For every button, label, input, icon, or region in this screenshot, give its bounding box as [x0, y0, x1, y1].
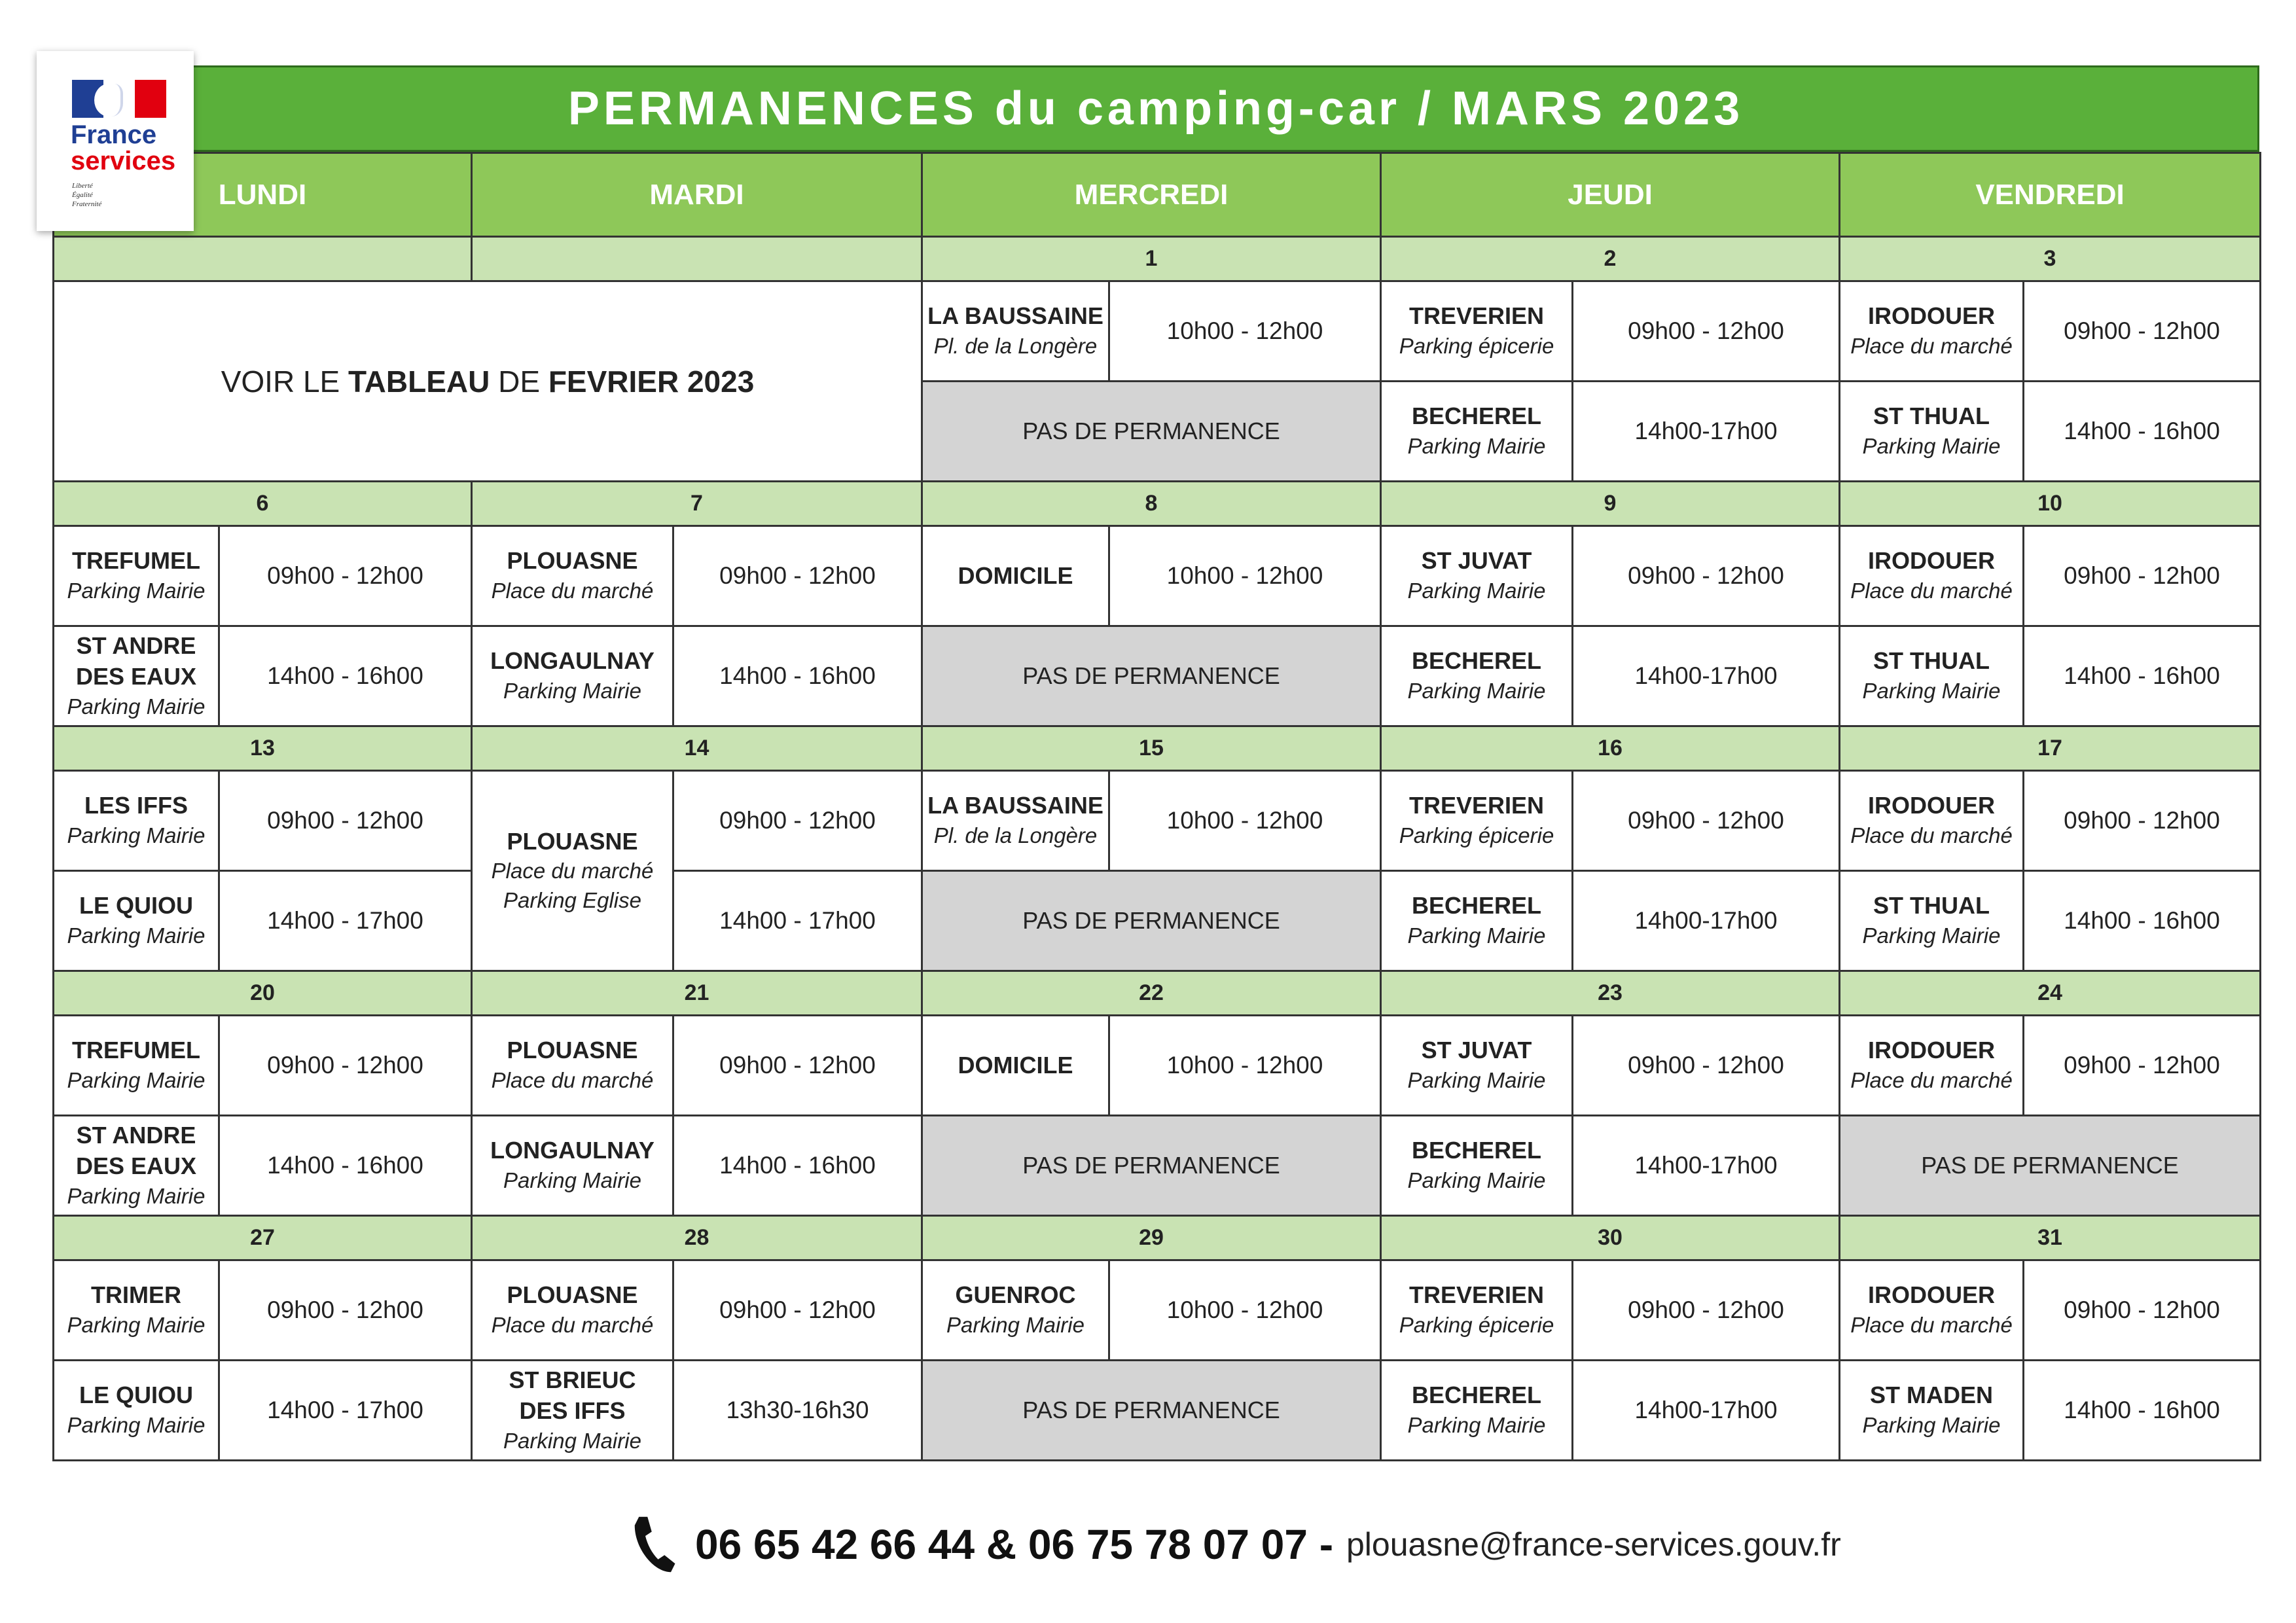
location-cell — [922, 1260, 1109, 1361]
time-cell: 14h00 - 17h00 — [673, 871, 922, 971]
location-detail: Place du marché — [1850, 1313, 2013, 1338]
location-detail: Place du marché — [491, 579, 654, 603]
time-cell: 09h00 - 12h00 — [1573, 281, 1840, 382]
time-cell: 14h00-17h00 — [1573, 871, 1840, 971]
time-cell: 09h00 - 12h00 — [673, 526, 922, 626]
location-name: ST ANDRE — [76, 632, 196, 659]
location-detail: Parking Mairie — [1407, 923, 1546, 948]
location-cell — [54, 771, 219, 871]
date-row — [54, 237, 2261, 281]
location-detail: Parking épicerie — [1399, 1313, 1554, 1338]
location-name: LA BAUSSAINE — [927, 302, 1103, 330]
location-detail: Pl. de la Longère — [933, 823, 1098, 848]
location-name: BECHEREL — [1412, 1382, 1542, 1409]
location-cell — [472, 526, 673, 626]
no-permanence-cell: PAS DE PERMANENCE — [922, 626, 1381, 726]
location-detail: Place du marché — [491, 1313, 654, 1338]
location-name: PLOUASNE — [507, 1281, 638, 1309]
location-name: LONGAULNAY — [490, 1137, 655, 1164]
location-detail: Parking épicerie — [1399, 334, 1554, 359]
time-cell: 14h00-17h00 — [1573, 382, 1840, 482]
no-permanence-cell: PAS DE PERMANENCE — [922, 1116, 1381, 1216]
location-cell — [1381, 382, 1573, 482]
location-cell — [54, 871, 219, 971]
day-header-mercredi: MERCREDI — [922, 153, 1381, 237]
date-cell: 7 — [472, 482, 922, 526]
note-fragment: FEVRIER 2023 — [548, 364, 755, 399]
location-detail: Parking Mairie — [1862, 434, 2001, 459]
note-fragment: VOIR LE — [221, 364, 348, 399]
date-cell: 22 — [922, 971, 1381, 1016]
no-permanence-cell: PAS DE PERMANENCE — [922, 871, 1381, 971]
afternoon-row — [54, 1116, 2261, 1216]
location-name: LA BAUSSAINE — [927, 792, 1103, 819]
date-cell: 30 — [1381, 1216, 1840, 1260]
time-cell: 14h00 - 17h00 — [219, 1361, 472, 1461]
time-cell: 10h00 - 12h00 — [1109, 771, 1381, 871]
date-cell: 6 — [54, 482, 472, 526]
location-detail: Place du marché — [1850, 334, 2013, 359]
location-name: LES IFFS — [84, 792, 188, 819]
location-cell — [922, 771, 1109, 871]
location-cell — [54, 626, 219, 726]
location-name: ST JUVAT — [1421, 547, 1532, 575]
day-header-row — [54, 153, 2261, 237]
location-name: BECHEREL — [1412, 1137, 1542, 1164]
location-name: IRODOUER — [1868, 1037, 1996, 1064]
date-cell: 23 — [1381, 971, 1840, 1016]
location-detail: Parking Mairie — [67, 1413, 206, 1438]
location-cell — [922, 1016, 1109, 1116]
location-cell — [922, 526, 1109, 626]
location-name: TREFUMEL — [72, 547, 200, 575]
location-cell — [54, 1116, 219, 1216]
location-cell — [472, 1016, 673, 1116]
location-name: TRIMER — [91, 1281, 181, 1309]
time-cell: 09h00 - 12h00 — [673, 1260, 922, 1361]
location-name: ST THUAL — [1873, 892, 1990, 919]
location-name: IRODOUER — [1868, 792, 1996, 819]
location-name: LE QUIOU — [79, 1382, 193, 1409]
date-cell: 21 — [472, 971, 922, 1016]
location-name: ST BRIEUC — [509, 1366, 636, 1393]
location-name: DOMICILE — [958, 562, 1073, 589]
date-cell: 15 — [922, 726, 1381, 771]
day-header-lundi: LUNDI — [54, 153, 472, 237]
location-cell — [1381, 1116, 1573, 1216]
location-detail: Parking Mairie — [1407, 679, 1546, 704]
location-cell — [472, 771, 673, 971]
date-cell: 2 — [1381, 237, 1840, 281]
date-cell — [54, 237, 472, 281]
location-name: PLOUASNE — [507, 547, 638, 575]
time-cell: 14h00 - 16h00 — [673, 626, 922, 726]
france-services-logo — [37, 51, 194, 231]
date-row — [54, 726, 2261, 771]
time-cell: 09h00 - 12h00 — [1573, 526, 1840, 626]
time-cell: 09h00 - 12h00 — [2024, 771, 2261, 871]
morning-row — [54, 771, 2261, 871]
date-cell: 3 — [1840, 237, 2261, 281]
location-cell — [54, 1361, 219, 1461]
location-name: ST ANDRE — [76, 1121, 196, 1149]
date-cell: 1 — [922, 237, 1381, 281]
time-cell: 09h00 - 12h00 — [1573, 1016, 1840, 1116]
location-cell — [1840, 1016, 2024, 1116]
phone-icon — [628, 1514, 679, 1575]
location-detail: Parking Mairie — [1862, 923, 2001, 948]
see-february-table-note — [54, 281, 922, 482]
location-name: PLOUASNE — [507, 1037, 638, 1064]
location-name: DES EAUX — [75, 1152, 197, 1179]
contact-footer — [628, 1508, 2068, 1580]
location-detail: Parking Mairie — [67, 694, 206, 719]
no-permanence-cell: PAS DE PERMANENCE — [922, 382, 1381, 482]
location-detail: Parking Mairie — [67, 1068, 206, 1093]
location-name: BECHEREL — [1412, 892, 1542, 919]
location-detail: Parking Mairie — [67, 923, 206, 948]
location-cell — [1840, 771, 2024, 871]
morning-row — [54, 1016, 2261, 1116]
date-cell: 29 — [922, 1216, 1381, 1260]
phone-numbers: 06 65 42 66 44 & 06 75 78 07 07 - — [695, 1521, 1333, 1568]
contact-email[interactable]: plouasne@france-services.gouv.fr — [1346, 1526, 1841, 1563]
location-cell — [1840, 382, 2024, 482]
time-cell: 14h00-17h00 — [1573, 626, 1840, 726]
time-cell: 14h00-17h00 — [1573, 1361, 1840, 1461]
date-row — [54, 1216, 2261, 1260]
location-cell — [1840, 871, 2024, 971]
location-cell — [1381, 281, 1573, 382]
location-cell — [1381, 1361, 1573, 1461]
time-cell: 09h00 - 12h00 — [1573, 1260, 1840, 1361]
location-detail: Parking épicerie — [1399, 823, 1554, 848]
no-permanence-cell: PAS DE PERMANENCE — [922, 1361, 1381, 1461]
location-name: BECHEREL — [1412, 647, 1542, 675]
location-detail: Parking Eglise — [503, 887, 641, 912]
location-cell — [472, 1361, 673, 1461]
time-cell: 10h00 - 12h00 — [1109, 1260, 1381, 1361]
location-detail: Parking Mairie — [67, 579, 206, 603]
logo-line1: France — [71, 120, 157, 149]
location-detail: Parking Mairie — [67, 1183, 206, 1208]
location-cell — [472, 1260, 673, 1361]
location-cell — [1840, 626, 2024, 726]
time-cell: 09h00 - 12h00 — [2024, 526, 2261, 626]
location-name: DES IFFS — [519, 1397, 626, 1424]
location-name: DOMICILE — [958, 1051, 1073, 1079]
location-name: ST THUAL — [1873, 402, 1990, 430]
location-detail: Parking Mairie — [67, 823, 206, 848]
note-fragment: TABLEAU — [348, 364, 490, 399]
location-name: GUENROC — [955, 1281, 1076, 1309]
location-detail: Parking Mairie — [1407, 1068, 1546, 1093]
time-cell: 09h00 - 12h00 — [219, 771, 472, 871]
location-detail: Place du marché — [491, 1068, 654, 1093]
location-detail: Parking Mairie — [503, 1168, 641, 1193]
date-row — [54, 971, 2261, 1016]
afternoon-row — [54, 1361, 2261, 1461]
date-cell: 14 — [472, 726, 922, 771]
note-fragment: DE — [490, 364, 548, 399]
location-name: PLOUASNE — [507, 827, 638, 855]
time-cell: 09h00 - 12h00 — [219, 1260, 472, 1361]
time-cell: 14h00 - 16h00 — [2024, 626, 2261, 726]
location-detail: Parking Mairie — [67, 1313, 206, 1338]
location-name: LE QUIOU — [79, 892, 193, 919]
day-header-vendredi: VENDREDI — [1840, 153, 2261, 237]
location-cell — [54, 1260, 219, 1361]
location-detail: Parking Mairie — [1407, 579, 1546, 603]
time-cell: 14h00 - 16h00 — [2024, 1361, 2261, 1461]
time-cell: 14h00 - 16h00 — [2024, 382, 2261, 482]
location-cell — [1840, 526, 2024, 626]
location-detail: Parking Mairie — [1407, 434, 1546, 459]
no-permanence-cell: PAS DE PERMANENCE — [1840, 1116, 2261, 1216]
date-row — [54, 482, 2261, 526]
logo-line2: services — [71, 147, 176, 175]
location-name: LONGAULNAY — [490, 647, 655, 675]
time-cell: 14h00-17h00 — [1573, 1116, 1840, 1216]
location-name: TREFUMEL — [72, 1037, 200, 1064]
schedule-table — [52, 152, 2261, 1461]
location-detail: Parking Mairie — [946, 1313, 1085, 1338]
location-detail: Place du marché — [1850, 823, 2013, 848]
location-name: ST MADEN — [1870, 1382, 1994, 1409]
morning-row — [54, 1260, 2261, 1361]
location-name: TREVERIEN — [1408, 792, 1545, 819]
time-cell: 09h00 - 12h00 — [219, 1016, 472, 1116]
morning-row — [54, 281, 2261, 382]
location-cell — [54, 526, 219, 626]
date-cell: 27 — [54, 1216, 472, 1260]
date-cell: 31 — [1840, 1216, 2261, 1260]
location-name: TREVERIEN — [1408, 1281, 1545, 1309]
location-cell — [1381, 1016, 1573, 1116]
time-cell: 09h00 - 12h00 — [2024, 1016, 2261, 1116]
location-detail: Place du marché — [1850, 579, 2013, 603]
marianne-flag-icon — [72, 80, 166, 118]
time-cell: 09h00 - 12h00 — [219, 526, 472, 626]
location-name: DES EAUX — [75, 662, 197, 690]
location-cell — [472, 626, 673, 726]
location-detail: Parking Mairie — [503, 679, 641, 704]
location-cell — [54, 1016, 219, 1116]
date-cell — [472, 237, 922, 281]
date-cell: 16 — [1381, 726, 1840, 771]
time-cell: 14h00 - 16h00 — [219, 626, 472, 726]
location-name: TREVERIEN — [1408, 302, 1545, 330]
time-cell: 09h00 - 12h00 — [673, 771, 922, 871]
time-cell: 09h00 - 12h00 — [673, 1016, 922, 1116]
time-cell: 09h00 - 12h00 — [2024, 1260, 2261, 1361]
location-cell — [1381, 526, 1573, 626]
location-cell — [1840, 1361, 2024, 1461]
location-name: ST THUAL — [1873, 647, 1990, 675]
date-cell: 8 — [922, 482, 1381, 526]
location-name: BECHEREL — [1412, 402, 1542, 430]
location-detail: Place du marché — [491, 859, 654, 883]
location-detail: Parking Mairie — [1862, 679, 2001, 704]
date-cell: 9 — [1381, 482, 1840, 526]
day-header-jeudi: JEUDI — [1381, 153, 1840, 237]
afternoon-row — [54, 871, 2261, 971]
location-name: ST JUVAT — [1421, 1037, 1532, 1064]
date-cell: 28 — [472, 1216, 922, 1260]
date-cell: 20 — [54, 971, 472, 1016]
time-cell: 09h00 - 12h00 — [1573, 771, 1840, 871]
location-name: IRODOUER — [1868, 1281, 1996, 1309]
page-title: PERMANENCES du camping-car / MARS 2023 — [52, 65, 2259, 152]
location-detail: Parking Mairie — [1862, 1413, 2001, 1438]
location-cell — [1840, 1260, 2024, 1361]
time-cell: 14h00 - 16h00 — [2024, 871, 2261, 971]
date-cell: 10 — [1840, 482, 2261, 526]
location-detail: Parking Mairie — [1407, 1413, 1546, 1438]
location-detail: Place du marché — [1850, 1068, 2013, 1093]
location-name: IRODOUER — [1868, 302, 1996, 330]
date-cell: 24 — [1840, 971, 2261, 1016]
logo-motto: Liberté Égalité Fraternité — [72, 182, 102, 208]
time-cell: 14h00 - 16h00 — [673, 1116, 922, 1216]
location-cell — [1381, 1260, 1573, 1361]
location-cell — [1381, 871, 1573, 971]
time-cell: 10h00 - 12h00 — [1109, 281, 1381, 382]
morning-row — [54, 526, 2261, 626]
time-cell: 10h00 - 12h00 — [1109, 1016, 1381, 1116]
date-cell: 17 — [1840, 726, 2261, 771]
date-cell: 13 — [54, 726, 472, 771]
location-detail: Parking Mairie — [503, 1428, 641, 1453]
location-name: IRODOUER — [1868, 547, 1996, 575]
time-cell: 14h00 - 17h00 — [219, 871, 472, 971]
day-header-mardi: MARDI — [472, 153, 922, 237]
time-cell: 09h00 - 12h00 — [2024, 281, 2261, 382]
location-cell — [922, 281, 1109, 382]
time-cell: 13h30-16h30 — [673, 1361, 922, 1461]
location-detail: Parking Mairie — [1407, 1168, 1546, 1193]
location-cell — [1840, 281, 2024, 382]
location-cell — [1381, 626, 1573, 726]
time-cell: 14h00 - 16h00 — [219, 1116, 472, 1216]
afternoon-row — [54, 626, 2261, 726]
time-cell: 10h00 - 12h00 — [1109, 526, 1381, 626]
location-detail: Pl. de la Longère — [933, 334, 1098, 359]
location-cell — [472, 1116, 673, 1216]
location-cell — [1381, 771, 1573, 871]
